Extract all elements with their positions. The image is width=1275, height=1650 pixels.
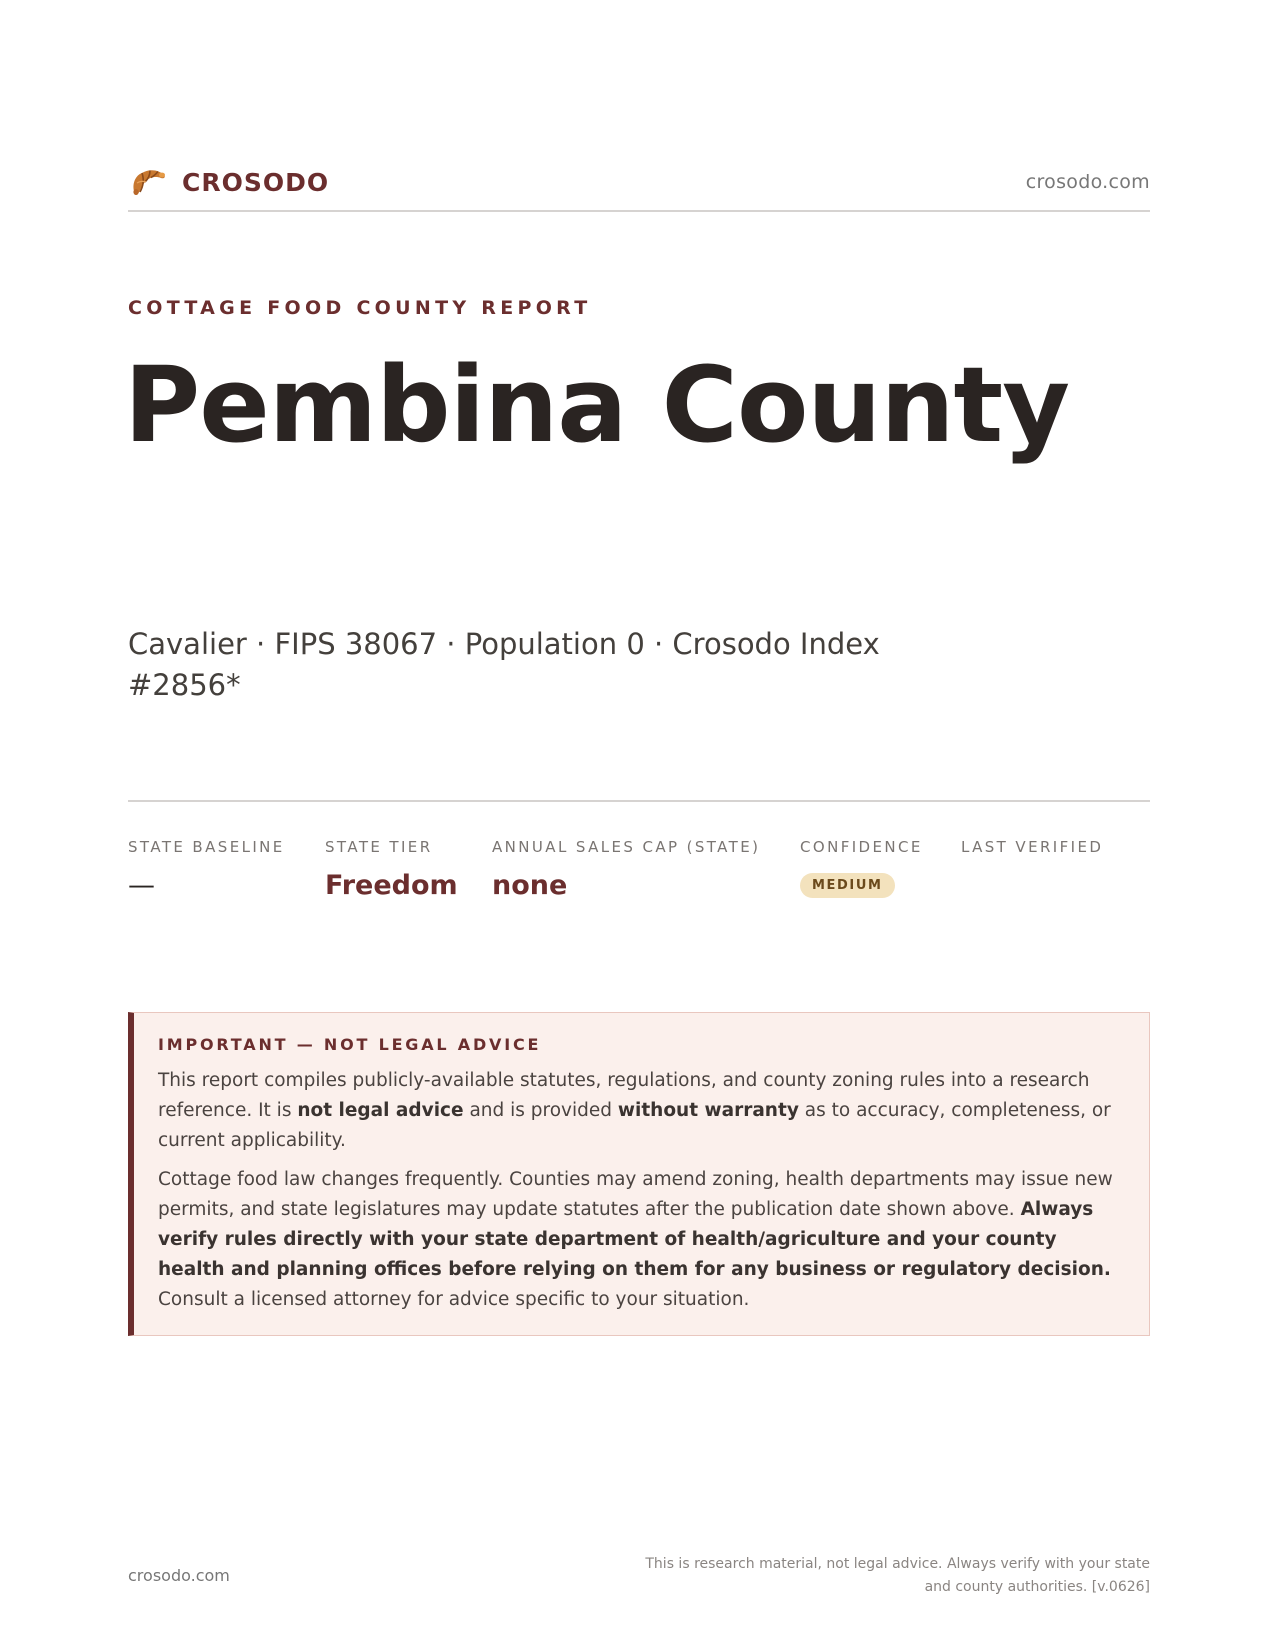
stat-label: STATE TIER xyxy=(325,838,433,856)
stats-row xyxy=(128,838,1150,918)
footer-disclaimer-line: This is research material, not legal advice. Always verify with your state xyxy=(645,1556,1150,1572)
county-summary-line: Cavalier · FIPS 38067 · Population 0 · Crosodo Index #2856* xyxy=(128,627,880,702)
header-divider xyxy=(128,210,1150,212)
stat-label: CONFIDENCE xyxy=(800,838,923,856)
page-header xyxy=(128,158,1150,206)
stats-divider xyxy=(128,800,1150,802)
stat-value: — xyxy=(128,870,155,901)
notice-emphasis: not legal advice xyxy=(297,1100,464,1121)
page-title: Pembina County xyxy=(124,344,1070,466)
notice-text: and is provided xyxy=(463,1100,618,1121)
notice-paragraph xyxy=(158,1066,1125,1156)
stat-sales-cap xyxy=(492,838,760,901)
stat-label: LAST VERIFIED xyxy=(961,838,1104,856)
footer-site-link[interactable]: crosodo.com xyxy=(128,1566,230,1585)
notice-text: as to accuracy, completeness, or current applicability. xyxy=(158,1100,1111,1151)
stat-state-baseline xyxy=(128,838,285,901)
site-link[interactable]: crosodo.com xyxy=(1025,171,1150,193)
report-page xyxy=(124,0,1150,1650)
stat-value: none xyxy=(492,870,568,901)
stat-value: Freedom xyxy=(325,870,458,901)
brand[interactable] xyxy=(128,161,329,203)
notice-emphasis: without warranty xyxy=(617,1100,799,1121)
stat-label: ANNUAL SALES CAP (STATE) xyxy=(492,838,761,856)
notice-text: Consult a licensed attorney for advice specific to your situation. xyxy=(158,1289,750,1310)
notice-paragraph xyxy=(158,1165,1125,1315)
confidence-badge: MEDIUM xyxy=(800,873,895,898)
stat-label: STATE BASELINE xyxy=(128,838,285,856)
report-eyebrow: COTTAGE FOOD COUNTY REPORT xyxy=(128,297,592,319)
notice-emphasis: Always verify rules directly with your state department of health/agriculture and your county health and planning offices before relying on them for any business or regulatory decision. xyxy=(158,1199,1111,1280)
brand-name: CROSODO xyxy=(182,167,330,197)
footer-disclaimer-line: and county authorities. [v.0626] xyxy=(924,1579,1150,1595)
stat-confidence xyxy=(800,838,923,898)
legal-notice-box xyxy=(128,1012,1150,1336)
notice-text: This report compiles publicly-available statutes, regulations, and county zoning rules into a research reference. It is xyxy=(158,1070,1090,1121)
notice-heading: IMPORTANT — NOT LEGAL ADVICE xyxy=(158,1035,542,1054)
stat-state-tier xyxy=(325,838,458,901)
notice-text: Cottage food law changes frequently. Counties may amend zoning, health departments may issue new permits, and state legislatures may update statutes after the publication date shown above. xyxy=(158,1169,1113,1220)
croissant-icon xyxy=(128,161,170,203)
footer-disclaimer xyxy=(590,1553,1150,1599)
stat-last-verified xyxy=(961,838,1103,870)
